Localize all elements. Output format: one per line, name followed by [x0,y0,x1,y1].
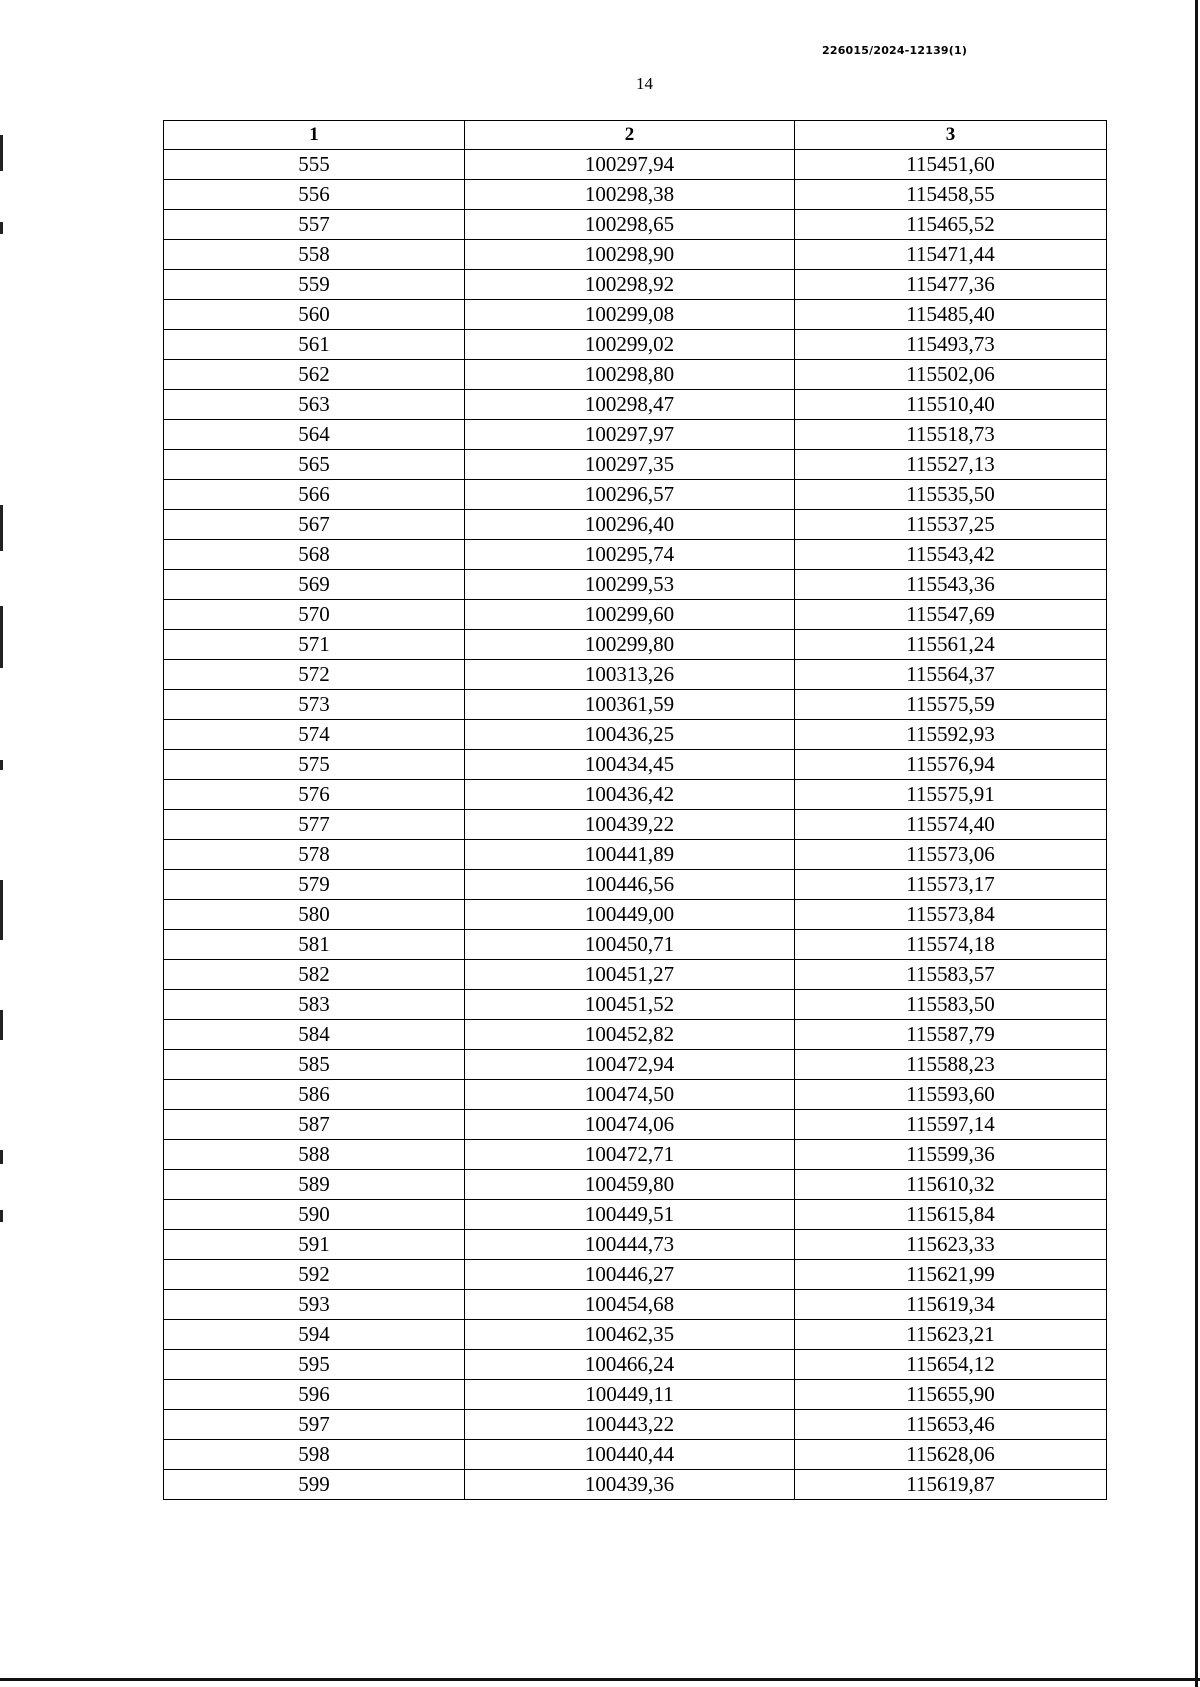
table-row [164,210,1107,240]
table-row [164,930,1107,960]
table-row [164,1260,1107,1290]
cell-y-coordinate: 115593,60 [795,1080,1107,1110]
cell-x-coordinate: 100434,45 [465,750,795,780]
cell-y-coordinate: 115575,59 [795,690,1107,720]
table-row [164,1410,1107,1440]
cell-point-number: 562 [164,360,465,390]
table-row [164,390,1107,420]
cell-point-number: 599 [164,1470,465,1500]
cell-y-coordinate: 115465,52 [795,210,1107,240]
table-row [164,270,1107,300]
cell-point-number: 583 [164,990,465,1020]
cell-point-number: 573 [164,690,465,720]
cell-x-coordinate: 100449,11 [465,1380,795,1410]
cell-y-coordinate: 115583,57 [795,960,1107,990]
cell-point-number: 574 [164,720,465,750]
cell-point-number: 595 [164,1350,465,1380]
cell-point-number: 571 [164,630,465,660]
cell-x-coordinate: 100444,73 [465,1230,795,1260]
column-header-y: 3 [795,121,1107,150]
cell-point-number: 580 [164,900,465,930]
cell-point-number: 577 [164,810,465,840]
cell-point-number: 593 [164,1290,465,1320]
cell-point-number: 581 [164,930,465,960]
cell-x-coordinate: 100299,53 [465,570,795,600]
cell-y-coordinate: 115574,18 [795,930,1107,960]
cell-x-coordinate: 100449,00 [465,900,795,930]
cell-x-coordinate: 100443,22 [465,1410,795,1440]
table-row [164,630,1107,660]
cell-point-number: 569 [164,570,465,600]
cell-point-number: 564 [164,420,465,450]
scan-edge-mark [0,606,3,668]
cell-point-number: 576 [164,780,465,810]
table-row [164,300,1107,330]
cell-x-coordinate: 100462,35 [465,1320,795,1350]
table-row [164,1230,1107,1260]
cell-y-coordinate: 115527,13 [795,450,1107,480]
cell-x-coordinate: 100436,42 [465,780,795,810]
cell-x-coordinate: 100313,26 [465,660,795,690]
scan-edge-mark [0,222,3,234]
cell-x-coordinate: 100296,57 [465,480,795,510]
table-row [164,1110,1107,1140]
cell-y-coordinate: 115573,84 [795,900,1107,930]
cell-y-coordinate: 115654,12 [795,1350,1107,1380]
coordinates-table [163,120,1107,1500]
scan-edge-mark [0,880,3,940]
cell-y-coordinate: 115502,06 [795,360,1107,390]
cell-point-number: 556 [164,180,465,210]
table-row [164,1290,1107,1320]
cell-point-number: 584 [164,1020,465,1050]
table-row [164,600,1107,630]
cell-y-coordinate: 115574,40 [795,810,1107,840]
page-bottom-border [0,1678,1200,1681]
cell-y-coordinate: 115573,17 [795,870,1107,900]
cell-x-coordinate: 100298,47 [465,390,795,420]
cell-y-coordinate: 115537,25 [795,510,1107,540]
cell-point-number: 597 [164,1410,465,1440]
cell-point-number: 572 [164,660,465,690]
cell-x-coordinate: 100472,94 [465,1050,795,1080]
document-id: 226015/2024-12139(1) [822,44,968,57]
column-header-point: 1 [164,121,465,150]
table-row [164,690,1107,720]
table-header-row [164,121,1107,150]
cell-x-coordinate: 100298,90 [465,240,795,270]
table-row [164,1200,1107,1230]
table-row [164,810,1107,840]
cell-point-number: 558 [164,240,465,270]
cell-x-coordinate: 100439,22 [465,810,795,840]
cell-x-coordinate: 100299,80 [465,630,795,660]
cell-point-number: 563 [164,390,465,420]
cell-point-number: 585 [164,1050,465,1080]
cell-y-coordinate: 115451,60 [795,150,1107,180]
cell-point-number: 559 [164,270,465,300]
cell-x-coordinate: 100298,92 [465,270,795,300]
table-row [164,1170,1107,1200]
cell-y-coordinate: 115547,69 [795,600,1107,630]
cell-point-number: 555 [164,150,465,180]
cell-x-coordinate: 100295,74 [465,540,795,570]
cell-point-number: 567 [164,510,465,540]
cell-x-coordinate: 100297,97 [465,420,795,450]
table-row [164,1020,1107,1050]
table-row [164,450,1107,480]
table-row [164,480,1107,510]
cell-point-number: 582 [164,960,465,990]
table-row [164,990,1107,1020]
cell-point-number: 579 [164,870,465,900]
cell-y-coordinate: 115543,36 [795,570,1107,600]
table-row [164,240,1107,270]
cell-point-number: 587 [164,1110,465,1140]
cell-y-coordinate: 115623,33 [795,1230,1107,1260]
table-row [164,780,1107,810]
cell-point-number: 570 [164,600,465,630]
table-row [164,1140,1107,1170]
cell-point-number: 591 [164,1230,465,1260]
cell-x-coordinate: 100297,35 [465,450,795,480]
cell-y-coordinate: 115610,32 [795,1170,1107,1200]
cell-point-number: 594 [164,1320,465,1350]
table-row [164,180,1107,210]
table-body [164,150,1107,1500]
table-row [164,900,1107,930]
cell-point-number: 588 [164,1140,465,1170]
table-row [164,840,1107,870]
table-row [164,360,1107,390]
cell-y-coordinate: 115510,40 [795,390,1107,420]
cell-y-coordinate: 115485,40 [795,300,1107,330]
table-row [164,1380,1107,1410]
cell-point-number: 575 [164,750,465,780]
cell-x-coordinate: 100441,89 [465,840,795,870]
cell-point-number: 586 [164,1080,465,1110]
cell-point-number: 568 [164,540,465,570]
table-row [164,1080,1107,1110]
cell-y-coordinate: 115587,79 [795,1020,1107,1050]
cell-y-coordinate: 115655,90 [795,1380,1107,1410]
cell-x-coordinate: 100299,60 [465,600,795,630]
scan-edge-mark [0,135,3,171]
cell-y-coordinate: 115623,21 [795,1320,1107,1350]
cell-x-coordinate: 100474,06 [465,1110,795,1140]
cell-y-coordinate: 115592,93 [795,720,1107,750]
cell-x-coordinate: 100298,80 [465,360,795,390]
cell-y-coordinate: 115518,73 [795,420,1107,450]
cell-x-coordinate: 100459,80 [465,1170,795,1200]
cell-point-number: 590 [164,1200,465,1230]
cell-x-coordinate: 100297,94 [465,150,795,180]
cell-y-coordinate: 115561,24 [795,630,1107,660]
cell-x-coordinate: 100446,27 [465,1260,795,1290]
cell-y-coordinate: 115564,37 [795,660,1107,690]
table-row [164,960,1107,990]
table-row [164,420,1107,450]
cell-y-coordinate: 115575,91 [795,780,1107,810]
cell-y-coordinate: 115588,23 [795,1050,1107,1080]
cell-point-number: 566 [164,480,465,510]
cell-point-number: 596 [164,1380,465,1410]
cell-y-coordinate: 115619,34 [795,1290,1107,1320]
cell-y-coordinate: 115573,06 [795,840,1107,870]
cell-point-number: 578 [164,840,465,870]
column-header-x: 2 [465,121,795,150]
cell-x-coordinate: 100450,71 [465,930,795,960]
table-row [164,1350,1107,1380]
cell-x-coordinate: 100451,52 [465,990,795,1020]
cell-x-coordinate: 100298,38 [465,180,795,210]
cell-y-coordinate: 115458,55 [795,180,1107,210]
cell-x-coordinate: 100452,82 [465,1020,795,1050]
cell-y-coordinate: 115535,50 [795,480,1107,510]
table-row [164,330,1107,360]
cell-y-coordinate: 115619,87 [795,1470,1107,1500]
table-row [164,660,1107,690]
cell-y-coordinate: 115621,99 [795,1260,1107,1290]
cell-y-coordinate: 115615,84 [795,1200,1107,1230]
cell-x-coordinate: 100299,02 [465,330,795,360]
cell-y-coordinate: 115477,36 [795,270,1107,300]
cell-x-coordinate: 100299,08 [465,300,795,330]
cell-x-coordinate: 100472,71 [465,1140,795,1170]
cell-point-number: 598 [164,1440,465,1470]
cell-y-coordinate: 115597,14 [795,1110,1107,1140]
cell-point-number: 561 [164,330,465,360]
table-row [164,1320,1107,1350]
cell-x-coordinate: 100440,44 [465,1440,795,1470]
cell-x-coordinate: 100466,24 [465,1350,795,1380]
cell-y-coordinate: 115583,50 [795,990,1107,1020]
table-row [164,720,1107,750]
cell-y-coordinate: 115493,73 [795,330,1107,360]
cell-point-number: 565 [164,450,465,480]
cell-y-coordinate: 115543,42 [795,540,1107,570]
cell-y-coordinate: 115599,36 [795,1140,1107,1170]
table-row [164,1050,1107,1080]
cell-point-number: 557 [164,210,465,240]
table-row [164,510,1107,540]
cell-x-coordinate: 100436,25 [465,720,795,750]
cell-point-number: 589 [164,1170,465,1200]
scan-edge-mark [0,760,3,770]
cell-y-coordinate: 115628,06 [795,1440,1107,1470]
table-row [164,540,1107,570]
cell-x-coordinate: 100439,36 [465,1470,795,1500]
table-row [164,1440,1107,1470]
cell-y-coordinate: 115576,94 [795,750,1107,780]
cell-x-coordinate: 100454,68 [465,1290,795,1320]
cell-x-coordinate: 100474,50 [465,1080,795,1110]
table-row [164,870,1107,900]
scan-edge-mark [0,1010,3,1040]
table-row [164,570,1107,600]
cell-y-coordinate: 115471,44 [795,240,1107,270]
table-row [164,750,1107,780]
cell-point-number: 560 [164,300,465,330]
cell-x-coordinate: 100446,56 [465,870,795,900]
cell-x-coordinate: 100451,27 [465,960,795,990]
table-row [164,1470,1107,1500]
page-right-border [1195,0,1198,1687]
table-row [164,150,1107,180]
cell-x-coordinate: 100361,59 [465,690,795,720]
cell-point-number: 592 [164,1260,465,1290]
scan-edge-mark [0,505,3,551]
page-number: 14 [636,74,653,93]
cell-x-coordinate: 100296,40 [465,510,795,540]
cell-x-coordinate: 100298,65 [465,210,795,240]
scan-edge-mark [0,1210,3,1222]
cell-y-coordinate: 115653,46 [795,1410,1107,1440]
cell-x-coordinate: 100449,51 [465,1200,795,1230]
scan-edge-mark [0,1150,3,1164]
